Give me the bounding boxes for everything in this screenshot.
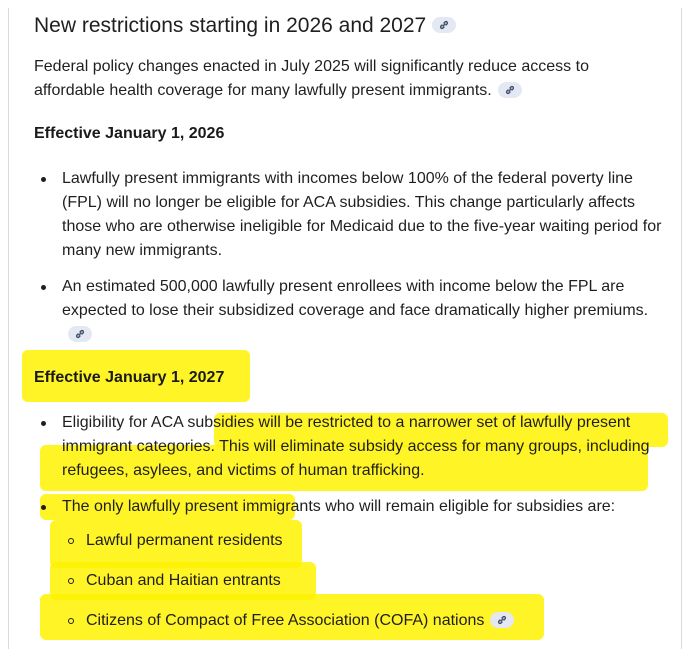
sub-list [62, 529, 664, 633]
section-title [34, 14, 456, 38]
bullet-text: The only lawfully present immigrants who will remain eligible for subsidies are: [62, 498, 616, 515]
heading-2027: Effective January 1, 2027 [34, 369, 225, 386]
link-icon[interactable] [68, 326, 92, 342]
heading-2026: Effective January 1, 2026 [34, 125, 225, 142]
bullet-text: An estimated 500,000 lawfully present enrollees with income below the FPL are expected to lose their subsidized coverage and face dramatically higher premiums. [62, 278, 649, 319]
link-icon[interactable] [432, 17, 456, 33]
sub-bullet-text: Citizens of Compact of Free Association (COFA) nations [86, 612, 485, 629]
section-title-text: New restrictions starting in 2026 and 2027 [34, 14, 427, 37]
bullet-text: Eligibility for ACA subsidies will be restricted to a narrower set of lawfully present immigrant categories. This will eliminate subsidy access for many groups, including refugees, asylees, and victims of human trafficking. [62, 414, 650, 479]
list-item [34, 275, 664, 347]
list-item [34, 167, 664, 263]
link-icon[interactable] [498, 82, 522, 98]
intro-paragraph [34, 55, 634, 103]
intro-text: Federal policy changes enacted in July 2025 will significantly reduce access to affordable health coverage for many lawfully present immigrants. [34, 58, 589, 99]
list-2026 [34, 167, 664, 347]
link-icon[interactable] [490, 612, 514, 628]
sub-bullet-text: Cuban and Haitian entrants [86, 572, 281, 589]
list-item [34, 495, 664, 633]
bullet-text: Lawfully present immigrants with incomes below 100% of the federal poverty line (FPL) will no longer be eligible for ACA subsidies. This change particularly affects those who are otherwise ineligible for Medicaid due to the five-year waiting period for many new immigrants. [62, 170, 662, 259]
sub-list-item [62, 529, 664, 553]
list-item [34, 411, 664, 483]
list-2027 [34, 411, 664, 633]
sub-bullet-text: Lawful permanent residents [86, 532, 283, 549]
sub-list-item [62, 609, 664, 633]
sub-list-item [62, 569, 664, 593]
